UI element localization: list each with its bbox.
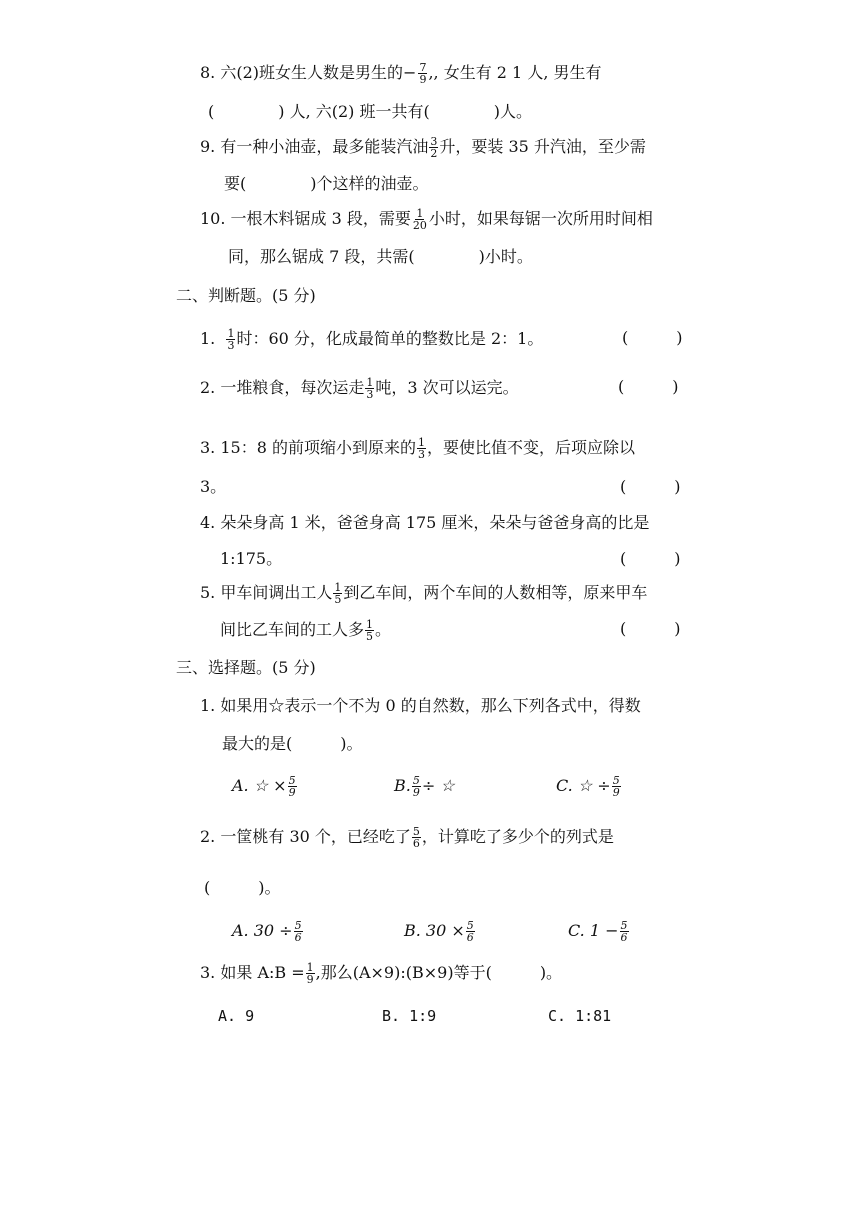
s2-q5-text-b: 到乙车间，两个车间的人数相等，原来甲车: [343, 583, 648, 602]
s2-q2-text-b: 吨，3 次可以运完。: [375, 378, 519, 397]
s3-q1-line2: 最大的是( )。: [222, 734, 363, 753]
s2-q3-text-a: 3. 15：8 的前项缩小到原来的: [200, 438, 416, 457]
s2-q3-text-b: ，要使比值不变，后项应除以: [426, 438, 635, 457]
s2-q5: [200, 582, 647, 605]
s3-q3-fraction: $\frac{1}{9}$: [306, 961, 314, 986]
s3-q3: [200, 962, 562, 985]
s3-q3-option-a[interactable]: A. 9: [218, 1007, 255, 1025]
s2-q2: [200, 377, 519, 400]
s3-q2-text-a: 2. 一筐桃有 30 个，已经吃了: [200, 827, 411, 846]
s2-q4: 4. 朵朵身高 1 米，爸爸身高 175 厘米，朵朵与爸爸身高的比是: [200, 513, 650, 532]
s2-q3-answer-paren[interactable]: ( ): [620, 477, 681, 496]
q8-fraction: $\frac{7}{9}$: [419, 61, 427, 86]
q8-text-a: 8. 六(2)班女生人数是男生的: [200, 63, 404, 82]
s2-q5-text-a: 5. 甲车间调出工人: [200, 583, 333, 602]
q9-fraction: $\frac{3}{2}$: [430, 135, 438, 160]
q8-line1: [200, 62, 602, 85]
s3-q2-line2: ( )。: [204, 878, 281, 897]
s3-q3-option-b[interactable]: B. 1:9: [382, 1007, 437, 1025]
s2-q5-fraction: $\frac{1}{5}$: [334, 581, 342, 606]
s2-q2-text-a: 2. 一堆粮食，每次运走: [200, 378, 365, 397]
q9-line1: [200, 136, 646, 159]
s2-q1-text: 时：60 分，化成最简单的整数比是 2：1。: [236, 329, 544, 348]
q8-line2: ( ) 人, 六(2) 班一共有( )人。: [208, 102, 532, 121]
s3-q3-text-a: 3. 如果 A:B =: [200, 963, 305, 982]
s2-q4-line2: 1:175。: [220, 549, 283, 568]
s2-q5-line2-text: 间比乙车间的工人多: [220, 620, 365, 639]
s2-q5-line2: [220, 619, 391, 642]
s2-q1-answer-paren[interactable]: ( ): [622, 328, 683, 347]
s3-q2-fraction: $\frac{5}{6}$: [412, 825, 420, 850]
s2-q2-fraction: $\frac{1}{3}$: [366, 376, 374, 401]
q10-text-a: 10. 一根木料锯成 3 段，需要: [200, 209, 411, 228]
s2-q1-number: 1.: [200, 329, 216, 348]
s3-q1-option-a[interactable]: A. ☆ × $\frac{5}{9}$: [232, 774, 296, 799]
s2-q3-line2: 3。: [200, 477, 227, 496]
s3-q2-text-b: ，计算吃了多少个的列式是: [421, 827, 614, 846]
section3-heading: 三、选择题。(5 分): [176, 658, 316, 677]
s3-q2-option-b[interactable]: B. 30 × $\frac{5}{6}$: [404, 919, 474, 944]
s2-q4-answer-paren[interactable]: ( ): [620, 549, 681, 568]
q8-frac-sign: −: [403, 63, 417, 82]
s3-q2: [200, 826, 614, 849]
s2-q2-answer-paren[interactable]: ( ): [618, 377, 679, 396]
q10-line1: [200, 208, 653, 231]
s2-q3-fraction: $\frac{1}{3}$: [417, 436, 425, 461]
s2-q5-line2-end: 。: [375, 620, 392, 639]
s2-q3: [200, 437, 635, 460]
s2-q5-answer-paren[interactable]: ( ): [620, 619, 681, 638]
s3-q1-option-b[interactable]: B. $\frac{5}{9}$ ÷ ☆: [394, 774, 455, 799]
q9-text-a: 9. 有一种小油壶，最多能装汽油: [200, 137, 429, 156]
s3-q2-option-a[interactable]: A. 30 ÷ $\frac{5}{6}$: [232, 919, 302, 944]
q10-fraction: $\frac{1}{20}$: [412, 207, 427, 232]
s2-q1-fraction: $\frac{1}{3}$: [227, 327, 235, 352]
q8-text-b: ,, 女生有 2 1 人, 男生有: [428, 63, 602, 82]
q10-line2: 同，那么锯成 7 段，共需( )小时。: [228, 247, 533, 266]
s2-q5-fraction-2: $\frac{1}{5}$: [366, 618, 374, 643]
s3-q2-option-c[interactable]: C. 1 − $\frac{5}{6}$: [568, 919, 628, 944]
s2-q1: [200, 328, 543, 351]
q9-line2: 要( )个这样的油壶。: [224, 174, 429, 193]
q9-text-b: 升，要装 35 升汽油，至少需: [439, 137, 646, 156]
section2-heading: 二、判断题。(5 分): [176, 286, 316, 305]
s3-q3-text-b: ,那么(A×9):(B×9)等于( )。: [315, 963, 563, 982]
q10-text-b: 小时，如果每锯一次所用时间相: [428, 209, 653, 228]
s3-q1-option-c[interactable]: C. ☆ ÷ $\frac{5}{9}$: [556, 774, 620, 799]
s3-q1: 1. 如果用☆表示一个不为 0 的自然数，那么下列各式中，得数: [200, 696, 641, 715]
s3-q3-option-c[interactable]: C. 1:81: [548, 1007, 612, 1025]
